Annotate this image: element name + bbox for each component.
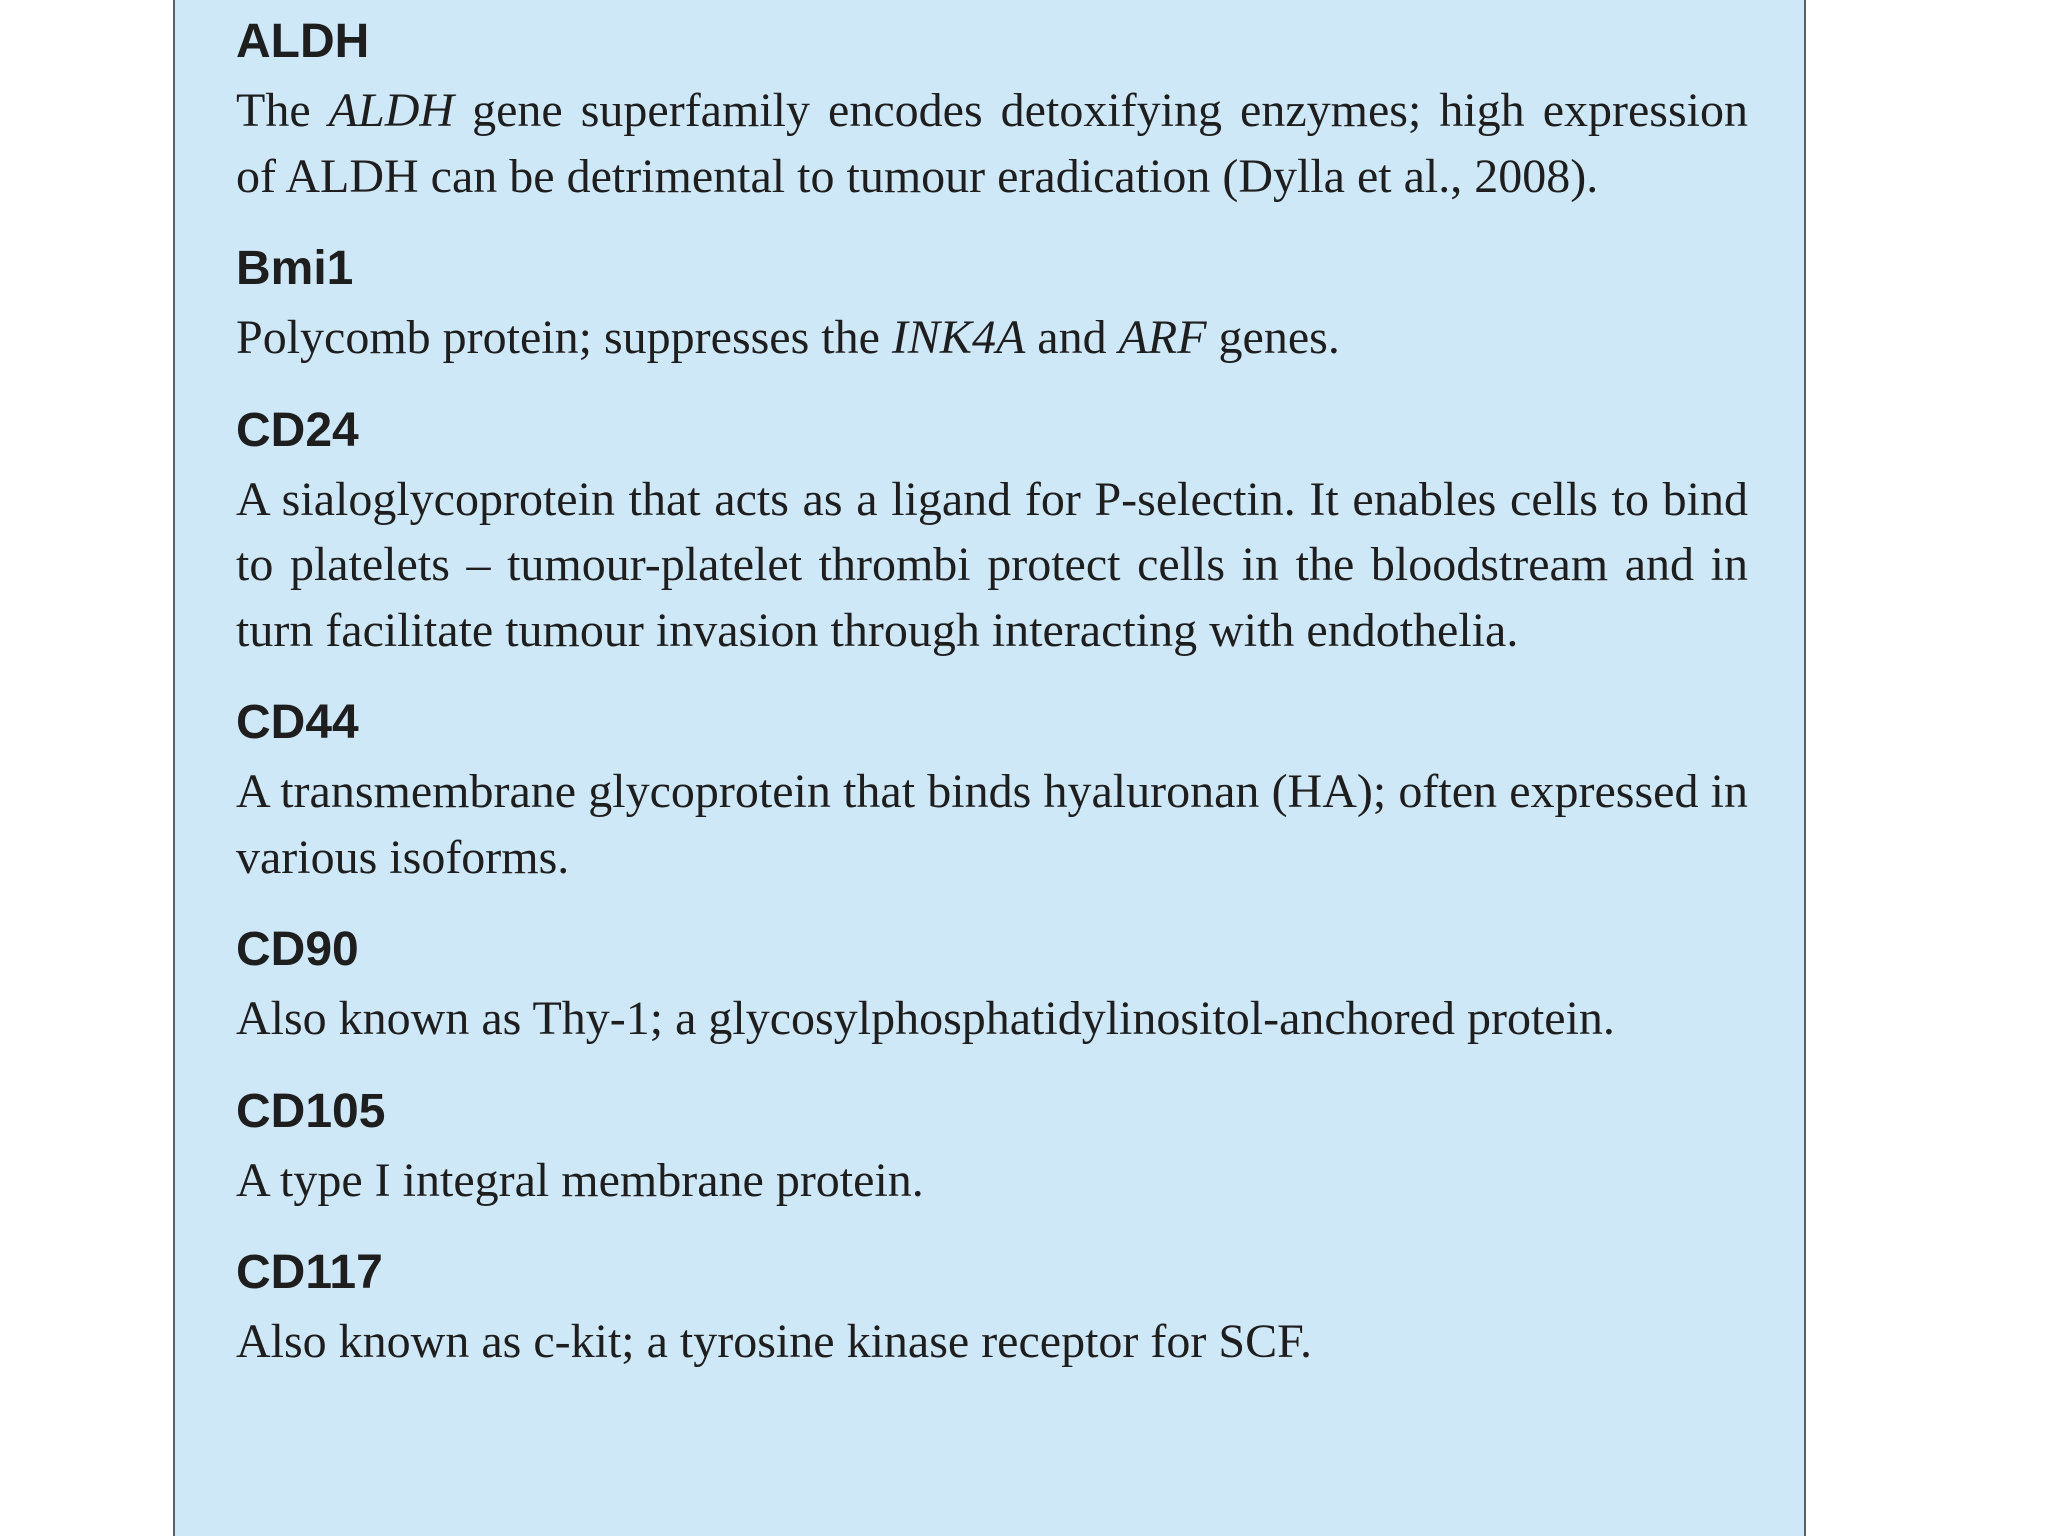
text-segment: genes. <box>1206 311 1340 364</box>
glossary-box <box>173 0 1806 1536</box>
glossary-entry-cd44 <box>236 687 1748 890</box>
text-segment: gene superfamily encodes detoxifying enzymes; high expression of ALDH can be detrimental to tumour eradication (Dylla et al., 2008). <box>236 84 1748 203</box>
italic-gene-name: ARF <box>1118 311 1207 364</box>
text-segment: Also known as c-kit; a tyrosine kinase receptor for SCF. <box>236 1315 1312 1368</box>
italic-gene-name: ALDH <box>328 84 455 137</box>
entry-term: CD105 <box>236 1084 386 1138</box>
entry-term: ALDH <box>236 15 370 68</box>
glossary-entries <box>236 6 1748 1375</box>
entry-description <box>236 1148 1748 1214</box>
glossary-entry-cd90 <box>236 914 1748 1052</box>
entry-description <box>236 467 1748 664</box>
entry-term: Bmi1 <box>236 242 354 295</box>
entry-description <box>236 759 1748 890</box>
glossary-entry-cd117 <box>236 1237 1748 1375</box>
glossary-entry-aldh <box>236 6 1748 209</box>
entry-term: CD24 <box>236 403 359 457</box>
italic-gene-name: INK4A <box>891 311 1026 364</box>
text-segment: A type I integral membrane protein. <box>236 1153 924 1207</box>
entry-description <box>236 1309 1748 1375</box>
text-segment: A sialoglycoprotein that acts as a ligand for P-selectin. It enables cells to bind to platelets – tumour-platelet thrombi protect cells in the bloodstream and in turn facilitate tumour invasion through interacting with endothelia. <box>236 472 1748 657</box>
entry-description <box>236 305 1748 371</box>
glossary-entry-cd24 <box>236 395 1748 664</box>
entry-term: CD44 <box>236 696 359 749</box>
entry-description <box>236 986 1748 1052</box>
entry-term: CD90 <box>236 923 359 976</box>
glossary-entry-cd105 <box>236 1076 1748 1214</box>
text-segment: A transmembrane glycoprotein that binds hyaluronan (HA); often expressed in various isoforms. <box>236 765 1748 884</box>
text-segment: Polycomb protein; suppresses the <box>236 311 892 364</box>
glossary-entry-bmi1 <box>236 233 1748 371</box>
text-segment: The <box>236 84 329 137</box>
entry-description <box>236 78 1748 209</box>
entry-term: CD117 <box>236 1246 383 1299</box>
text-segment: and <box>1025 311 1119 364</box>
text-segment: Also known as Thy-1; a glycosylphosphatidylinositol-anchored protein. <box>236 992 1615 1045</box>
